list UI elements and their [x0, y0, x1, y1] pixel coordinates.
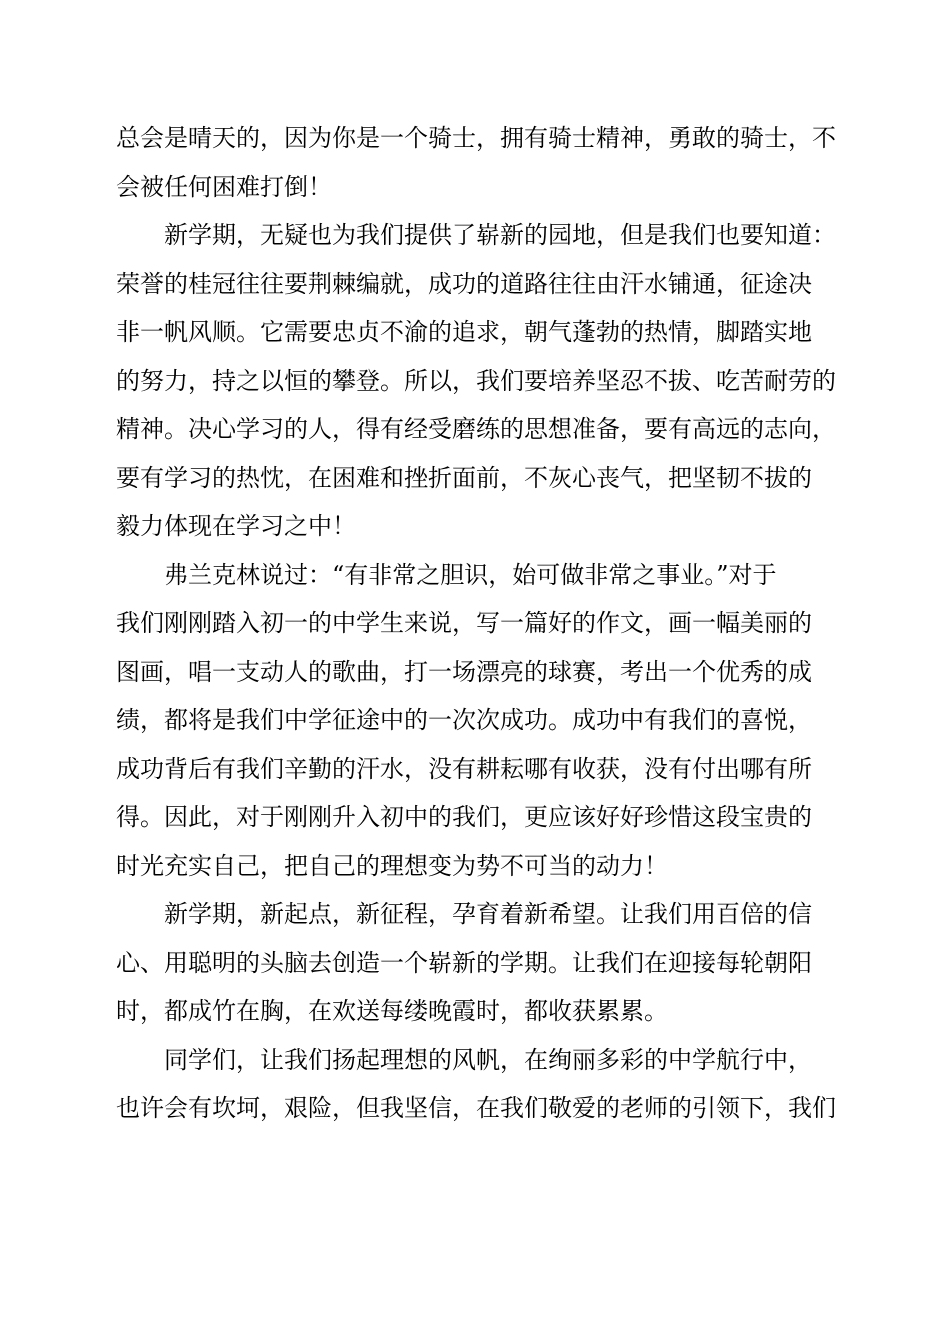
text-line: 图画，唱一支动人的歌曲，打一场漂亮的球赛，考出一个优秀的成 — [116, 657, 812, 686]
text-line: 我们刚刚踏入初一的中学生来说，写一篇好的作文，画一幅美丽的 — [116, 609, 812, 637]
text-line: 新学期，无疑也为我们提供了崭新的园地，但是我们也要知道： — [164, 221, 836, 249]
paragraph-5 — [116, 1036, 846, 1133]
text-line: 精神。决心学习的人，得有经受磨练的思想准备，要有高远的志向， — [116, 415, 836, 443]
text-line: 也许会有坎坷，艰险，但我坚信，在我们敬爱的老师的引领下，我们 — [116, 1094, 836, 1122]
text-line: 成功背后有我们辛勤的汗水，没有耕耘哪有收获，没有付出哪有所 — [116, 754, 812, 783]
text-line: 同学们，让我们扬起理想的风帆，在绚丽多彩的中学航行中， — [164, 1045, 812, 1074]
text-line: 得。因此，对于刚刚升入初中的我们，更应该好好珍惜这段宝贵的 — [116, 803, 812, 831]
text-line: 非一帆风顺。它需要忠贞不渝的追求，朝气蓬勃的热情，脚踏实地 — [116, 318, 812, 346]
text-line: 时，都成竹在胸，在欢送每缕晚霞时，都收获累累。 — [116, 997, 668, 1025]
text-line: 时光充实自己，把自己的理想变为势不可当的动力！ — [116, 851, 668, 880]
text-line: 的努力，持之以恒的攀登。所以，我们要培养坚忍不拔、吃苦耐劳的 — [116, 366, 836, 395]
text-line: 弗兰克林说过：“有非常之胆识，始可做非常之事业。”对于 — [164, 560, 777, 589]
paragraph-2 — [116, 211, 846, 551]
text-line: 总会是晴天的，因为你是一个骑士，拥有骑士精神，勇敢的骑士，不 — [116, 124, 836, 152]
text-line: 心、用聪明的头脑去创造一个崭新的学期。让我们在迎接每轮朝阳 — [116, 948, 812, 977]
paragraph-3 — [116, 551, 846, 891]
text-line: 新学期，新起点，新征程，孕育着新希望。让我们用百倍的信 — [164, 900, 812, 928]
text-line: 要有学习的热忱，在困难和挫折面前，不灰心丧气，把坚韧不拔的 — [116, 463, 812, 492]
paragraph-4 — [116, 890, 846, 1036]
text-line: 毅力体现在学习之中！ — [116, 512, 356, 540]
paragraph-1 — [116, 114, 846, 211]
text-line: 绩，都将是我们中学征途中的一次次成功。成功中有我们的喜悦， — [116, 706, 812, 734]
text-line: 会被任何困难打倒！ — [116, 172, 332, 201]
document-body — [116, 114, 846, 1133]
text-line: 荣誉的桂冠往往要荆棘编就，成功的道路往往由汗水铺通，征途决 — [116, 269, 812, 298]
